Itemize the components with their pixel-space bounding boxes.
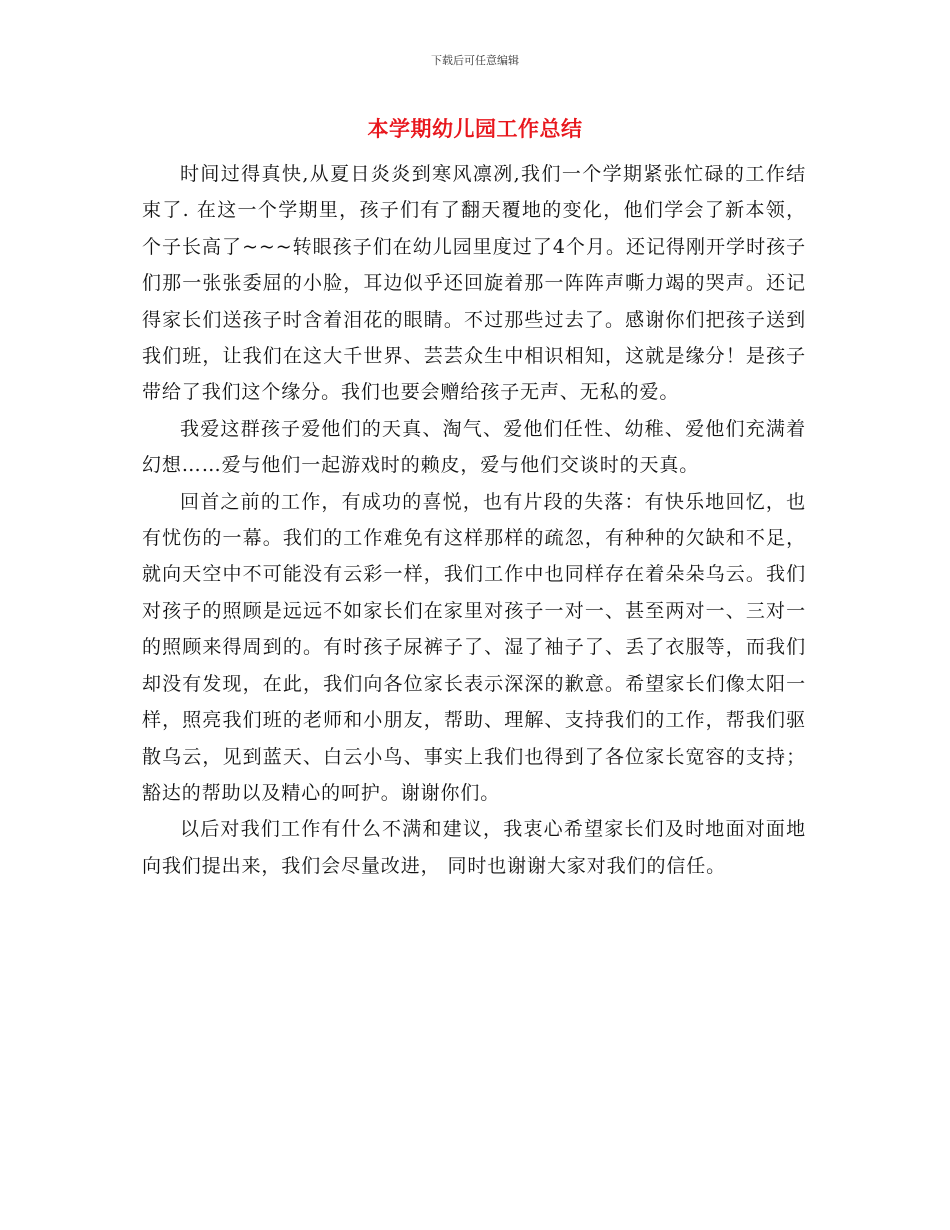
paragraph-4: 以后对我们工作有什么不满和建议，我衷心希望家长们及时地面对面地向我们提出来，我们会尽量改进， 同时也谢谢大家对我们的信任。 — [142, 818, 806, 877]
document-title: 本学期幼儿园工作总结 — [367, 117, 583, 141]
header-note: 下载后可任意编辑 — [431, 54, 519, 67]
paragraph-1: 时间过得真快,从夏日炎炎到寒风凛冽,我们一个学期紧张忙碌的工作结束了. 在这一个学期里，孩子们有了翻天覆地的变化，他们学会了新本领，个子长高了~~~转眼孩子们在幼儿园里度过了4个月。还记得刚开学时孩子们那一张张委屈的小脸，耳边似乎还回旋着那一阵阵声嘶力竭的哭声。还记得家长们送孩子时含着泪花的眼睛。不过那些过去了。感谢你们把孩子送到我们班，让我们在这大千世界、芸芸众生中相识相知，这就是缘分！是孩子带给了我们这个缘分。我们也要会赠给孩子无声、无私的爱。 — [142, 163, 806, 404]
document-body — [142, 156, 806, 884]
paragraph-2: 我爱这群孩子爱他们的天真、淘气、爱他们任性、幼稚、爱他们充满着幻想……爱与他们一起游戏时的赖皮，爱与他们交谈时的天真。 — [142, 417, 806, 477]
paragraph-3: 回首之前的工作，有成功的喜悦，也有片段的失落：有快乐地回忆，也有忧伤的一幕。我们的工作难免有这样那样的疏忽，有种种的欠缺和不足，就向天空中不可能没有云彩一样，我们工作中也同样存在着朵朵乌云。我们对孩子的照顾是远远不如家长们在家里对孩子一对一、甚至两对一、三对一的照顾来得周到的。有时孩子尿裤子了、湿了袖子了、丢了衣服等，而我们却没有发现，在此，我们向各位家长表示深深的歉意。希望家长们像太阳一样，照亮我们班的老师和小朋友，帮助、理解、支持我们的工作，帮我们驱散乌云，见到蓝天、白云小鸟、事实上我们也得到了各位家长宽容的支持；豁达的帮助以及精心的呵护。谢谢你们。 — [142, 490, 806, 804]
